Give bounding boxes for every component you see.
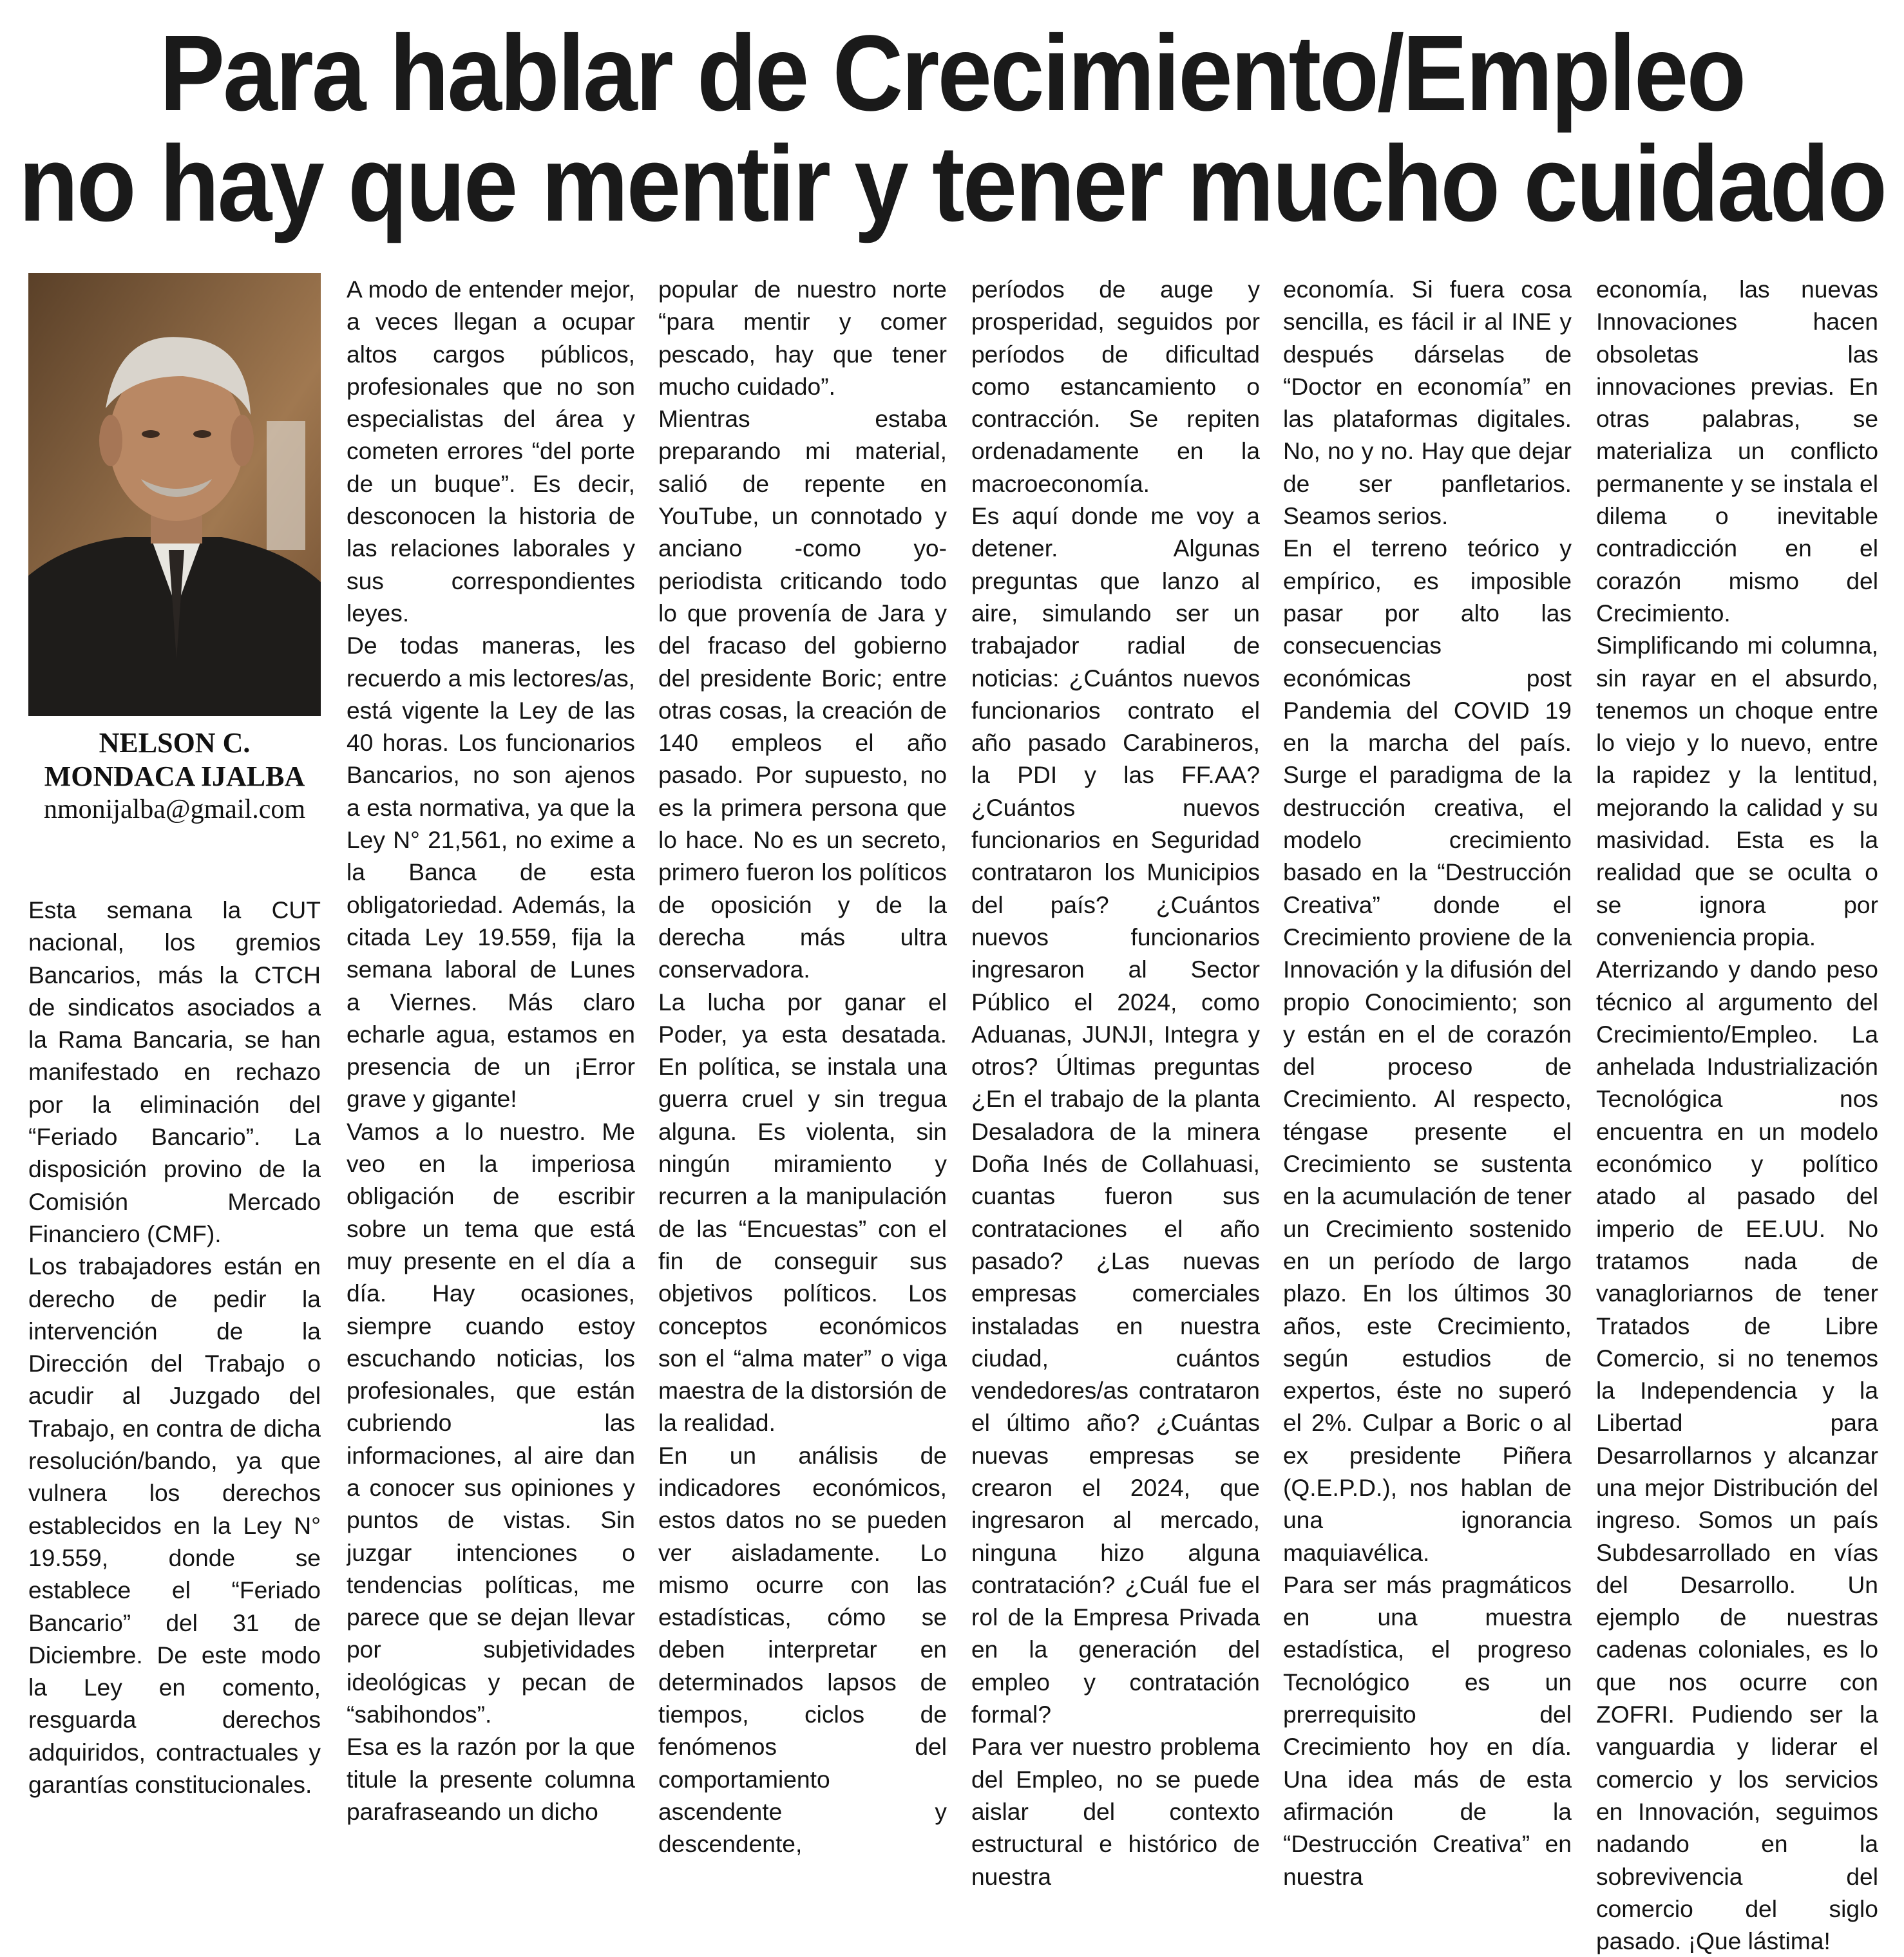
paragraph: En el terreno teórico y empírico, es imposible pasar por alto las consecuencias económicas post Pandemia del COVID 19 en la marcha del país. Surge el paradigma de la destrucción creativa, el modelo crecimiento basado en la “Destrucción Creativa” donde el Crecimiento proviene de la Innovación y la difusión del propio Conocimiento; son y están en el de corazón del proceso de Crecimiento. Al respecto, téngase presente el Crecimiento se sustenta en la acumulación de tener un Crecimiento sostenido en un período de largo plazo. En los últimos 30 años, este Crecimiento, según estudios de expertos, éste no superó el 2%. Culpar a Boric o al ex presidente Piñera (Q.E.P.D.), nos hablan de una ignorancia maquiavélica. [1283,534,1572,1566]
article-column-4 [971,273,1260,1893]
paragraph: popular de nuestro norte “para mentir y comer pescado, hay que tener mucho cuidado”. [658,276,947,400]
paragraph: La lucha por ganar el Poder, ya esta desatada. En política, se instala una guerra cruel y sin tregua alguna. Es violenta, sin ningún miramiento y recurren a la manipulación de las “Encuestas” con el fin de conseguir sus objetivos políticos. Los conceptos económicos son el “alma mater” o viga maestra de la distorsión de la realidad. [658,988,947,1437]
article-column-3 [658,273,947,1860]
author-portrait-illustration [28,273,321,716]
paragraph: Vamos a lo nuestro. Me veo en la imperiosa obligación de escribir sobre un tema que está muy presente en el día a día. Hay ocasiones, siempre cuando estoy escuchando noticias, los profesionales, que están cubriendo las informaciones, al aire dan a conocer sus opiniones y puntos de vistas. Sin juzgar intenciones o tendencias políticas, me parece que se dejan llevar por subjetividades ideológicas y pecan de “sabihondos”. [347,1117,635,1728]
paragraph: A modo de entender mejor, a veces llegan a ocupar altos cargos públicos, profesionales que no son especialistas del área y cometen errores “del porte de un buque”. Es decir, desconocen la historia de las relaciones laborales y sus correspondientes leyes. [347,276,635,627]
article-column-1 [28,894,321,1801]
paragraph: Para ver nuestro problema del Empleo, no se puede aislar del contexto estructural e histórico de nuestra [971,1733,1260,1890]
paragraph: economía, las nuevas Innovaciones hacen obsoletas las innovaciones previas. En otras palabras, se materializa un conflicto permanente y se instala el dilema o inevitable contradicción en el corazón mismo del Crecimiento. Simplificando mi columna, sin rayar en el absurdo, tenemos un choque entre lo viejo y lo nuevo, entre la rapidez y la lentitud, mejorando la calidad y su masividad. Esta es la realidad que se oculta o se ignora por conveniencia propia. [1596,276,1878,950]
author-email: nmonijalba@gmail.com [43,795,306,824]
author-name: NELSON C. MONDACA IJALBA [44,727,305,792]
article-column-2 [347,273,635,1828]
paragraph: Los trabajadores están en derecho de pedir la intervención de la Dirección del Trabajo o acudir al Juzgado del Trabajo, en contra de dicha resolución/bando, ya que vulnera los derechos establecidos en la Ley N° 19.559, donde se establece el “Feriado Bancario” del 31 de Diciembre. De este modo la Ley en comento, resguarda derechos adquiridos, contractuales y garantías constitucionales. [28,1253,321,1799]
paragraph: economía. Si fuera cosa sencilla, es fácil ir al INE y después dárselas de “Doctor en economía” en las plataformas digitales. No, no y no. Hay que dejar de ser panfletarios. Seamos serios. [1283,276,1572,530]
paragraph: De todas maneras, les recuerdo a mis lectores/as, está vigente la Ley de las 40 horas. Los funcionarios Bancarios, no son ajenos a esta normativa, ya que la Ley N° 21,561, no exime a la Banca de esta obligatoriedad. Además, la citada Ley 19.559, fija la semana laboral de Lunes a Viernes. Más claro echarle agua, estamos en presencia de un ¡Error grave y gigante! [347,632,635,1113]
article-column-6 [1596,273,1878,1957]
headline [0,13,1904,244]
paragraph: períodos de auge y prosperidad, seguidos por períodos de dificultad como estancamiento o contracción. Se repiten ordenadamente en la macroeconomía. [971,276,1260,497]
author-photo [28,273,321,716]
headline-line-1: Para hablar de Crecimiento/Empleo [159,13,1745,134]
headline-line-2: no hay que mentir y tener mucho cuidado [18,123,1886,244]
paragraph: Para ser más pragmáticos en una muestra estadística, el progreso Tecnológico es un prerrequisito del Crecimiento hoy en día. Una idea más de esta afirmación de la “Destrucción Creativa” en nuestra [1283,1571,1572,1890]
paragraph: Es aquí donde me voy a detener. Algunas preguntas que lanzo al aire, simulando ser un trabajador radial de noticias: ¿Cuántos nuevos funcionarios contrato el año pasado Carabineros, la PDI y las FF.AA? ¿Cuántos nuevos funcionarios en Seguridad contrataron los Municipios del país? ¿Cuántos nuevos funcionarios ingresaron al Sector Público el 2024, como Aduanas, JUNJI, Integra y otros? Últimas preguntas ¿En el trabajo de la planta Desaladora de la minera Doña Inés de Collahuasi, cuantas fueron sus contrataciones el año pasado? ¿Las nuevas empresas comerciales instaladas en nuestra ciudad, cuántos vendedores/as contrataron el último año? ¿Cuántas nuevas empresas se crearon el 2024, que ingresaron al mercado, ninguna hizo alguna contratación? ¿Cuál fue el rol de la Empresa Privada en la generación del empleo y contratación formal? [971,502,1260,1728]
paragraph: En un análisis de indicadores económicos, estos datos no se pueden ver aisladamente. Lo mismo ocurre con las estadísticas, cómo se deben interpretar en determinados lapsos de tiempos, ciclos de fenómenos del comportamiento ascendente y descendente, [658,1441,947,1858]
paragraph: Esta semana la CUT nacional, los gremios Bancarios, más la CTCH de sindicatos asociados a la Rama Bancaria, se han manifestado en rechazo por la eliminación del “Feriado Bancario”. La disposición provino de la Comisión Mercado Financiero (CMF). [28,896,321,1247]
paragraph: Mientras estaba preparando mi material, salió de repente en YouTube, un connotado y anciano -como yo- periodista criticando todo lo que provenía de Jara y del fracaso del gobierno del presidente Boric; entre otras cosas, la creación de 140 empleos el año pasado. Por supuesto, no es la primera persona que lo hace. No es un secreto, primero fueron los políticos de oposición y de la derecha más ultra conservadora. [658,405,947,983]
paragraph: Esa es la razón por la que titule la presente columna parafraseando un dicho [347,1733,635,1825]
article-column-5 [1283,273,1572,1893]
author-byline [28,726,321,826]
paragraph: Aterrizando y dando peso técnico al argumento del Crecimiento/Empleo. La anhelada Industrialización Tecnológica nos encuentra en un modelo económico y político atado al pasado del imperio de EE.UU. No tratamos nada de vanagloriarnos de tener Tratados de Libre Comercio, si no tenemos la Independencia y la Libertad para Desarrollarnos y alcanzar una mejor Distribución del ingreso. Somos un país Subdesarrollado en vías del Desarrollo. Un ejemplo de nuestras cadenas coloniales, es lo que nos ocurre con ZOFRI. Pudiendo ser la vanguardia y liderar el comercio y los servicios en Innovación, seguimos nadando en la sobrevivencia del comercio del siglo pasado. ¡Que lástima! [1596,956,1878,1955]
